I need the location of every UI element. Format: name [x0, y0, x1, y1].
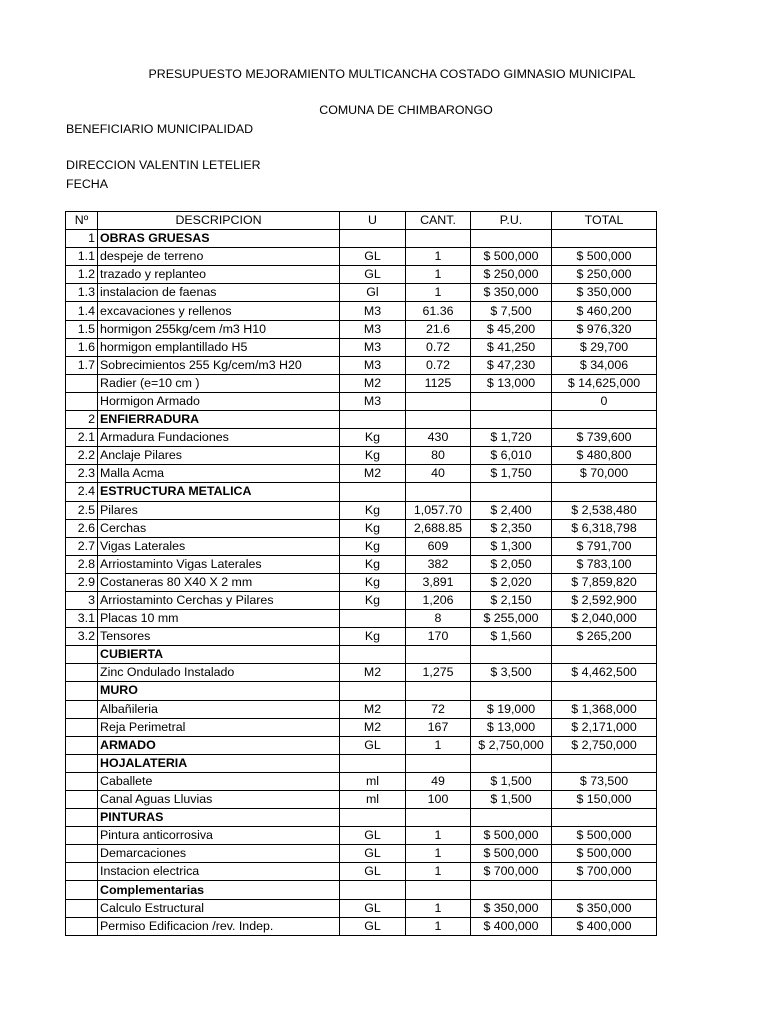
header-cell-cantidad: CANT. [406, 212, 471, 230]
cell-description: OBRAS GRUESAS [98, 230, 340, 248]
cell-unit: Kg [340, 555, 406, 573]
cell-number: 2.1 [66, 429, 98, 447]
cell-quantity: 61.36 [406, 302, 471, 320]
cell-total: $ 250,000 [552, 266, 657, 284]
direccion-line: DIRECCION VALENTIN LETELIER [66, 158, 261, 172]
cell-description: Hormigon Armado [98, 392, 340, 410]
cell-unit-price: $ 13,000 [471, 718, 552, 736]
cell-quantity: 1 [406, 917, 471, 935]
cell-quantity [406, 230, 471, 248]
table-row [66, 754, 657, 772]
cell-number [66, 754, 98, 772]
cell-unit-price: $ 7,500 [471, 302, 552, 320]
cell-quantity [406, 483, 471, 501]
cell-unit-price: $ 2,350 [471, 519, 552, 537]
cell-total [552, 230, 657, 248]
cell-description: hormigon emplantillado H5 [98, 338, 340, 356]
table-row [66, 555, 657, 573]
cell-unit-price: $ 13,000 [471, 374, 552, 392]
cell-quantity: 609 [406, 537, 471, 555]
cell-total: $ 500,000 [552, 248, 657, 266]
cell-description: Vigas Laterales [98, 537, 340, 555]
cell-unit-price: $ 3,500 [471, 664, 552, 682]
fecha-line: FECHA [66, 177, 108, 191]
cell-unit: GL [340, 248, 406, 266]
cell-number: 2.6 [66, 519, 98, 537]
cell-number [66, 682, 98, 700]
table-row [66, 230, 657, 248]
cell-number: 3 [66, 591, 98, 609]
cell-total: $ 1,368,000 [552, 700, 657, 718]
cell-quantity: 1125 [406, 374, 471, 392]
table-row [66, 682, 657, 700]
cell-unit: M3 [340, 392, 406, 410]
cell-total: $ 265,200 [552, 628, 657, 646]
cell-unit-price: $ 1,500 [471, 791, 552, 809]
cell-unit-price: $ 2,020 [471, 573, 552, 591]
cell-unit-price [471, 392, 552, 410]
cell-total: $ 4,462,500 [552, 664, 657, 682]
cell-description: Canal Aguas Lluvias [98, 791, 340, 809]
cell-unit-price [471, 682, 552, 700]
table-row [66, 356, 657, 374]
cell-number [66, 392, 98, 410]
cell-quantity: 80 [406, 447, 471, 465]
table-row [66, 664, 657, 682]
cell-description: ARMADO [98, 736, 340, 754]
cell-unit: M3 [340, 302, 406, 320]
cell-number: 1.2 [66, 266, 98, 284]
cell-quantity: 1 [406, 284, 471, 302]
header-cell-precio-unitario: P.U. [471, 212, 552, 230]
cell-number [66, 827, 98, 845]
cell-number: 2.7 [66, 537, 98, 555]
cell-total: $ 480,800 [552, 447, 657, 465]
table-row [66, 284, 657, 302]
cell-unit-price: $ 1,560 [471, 628, 552, 646]
header-cell-unit: U [340, 212, 406, 230]
cell-number [66, 646, 98, 664]
cell-unit: Kg [340, 447, 406, 465]
cell-unit: ml [340, 772, 406, 790]
cell-total: 0 [552, 392, 657, 410]
cell-quantity: 1,057.70 [406, 501, 471, 519]
cell-unit-price: $ 2,050 [471, 555, 552, 573]
cell-unit: Kg [340, 628, 406, 646]
table-row [66, 537, 657, 555]
cell-number: 2.5 [66, 501, 98, 519]
cell-unit-price: $ 6,010 [471, 447, 552, 465]
table-row [66, 266, 657, 284]
cell-unit: Kg [340, 537, 406, 555]
cell-unit-price: $ 350,000 [471, 899, 552, 917]
cell-quantity: 40 [406, 465, 471, 483]
table-row [66, 447, 657, 465]
cell-quantity: 1 [406, 899, 471, 917]
table-row [66, 465, 657, 483]
cell-quantity: 170 [406, 628, 471, 646]
cell-number: 1.7 [66, 356, 98, 374]
cell-number [66, 772, 98, 790]
cell-unit: M2 [340, 465, 406, 483]
table-row [66, 338, 657, 356]
cell-quantity: 1 [406, 736, 471, 754]
cell-number: 2.4 [66, 483, 98, 501]
cell-quantity [406, 754, 471, 772]
cell-description: excavaciones y rellenos [98, 302, 340, 320]
cell-quantity: 0.72 [406, 338, 471, 356]
cell-unit [340, 881, 406, 899]
cell-quantity: 167 [406, 718, 471, 736]
cell-description: Complementarias [98, 881, 340, 899]
table-row [66, 501, 657, 519]
cell-unit: Kg [340, 519, 406, 537]
cell-number [66, 863, 98, 881]
cell-unit: Kg [340, 591, 406, 609]
cell-unit-price: $ 1,300 [471, 537, 552, 555]
cell-description: instalacion de faenas [98, 284, 340, 302]
cell-unit [340, 809, 406, 827]
cell-total: $ 500,000 [552, 827, 657, 845]
cell-description: Arriostaminto Cerchas y Pilares [98, 591, 340, 609]
beneficiario-line: BENEFICIARIO MUNICIPALIDAD [66, 122, 254, 136]
cell-total: $ 2,040,000 [552, 610, 657, 628]
cell-unit [340, 411, 406, 429]
cell-total [552, 754, 657, 772]
cell-number: 1.5 [66, 320, 98, 338]
cell-total: $ 7,859,820 [552, 573, 657, 591]
cell-number [66, 845, 98, 863]
cell-description: Cerchas [98, 519, 340, 537]
cell-description: Reja Perimetral [98, 718, 340, 736]
table-row [66, 248, 657, 266]
cell-unit: GL [340, 736, 406, 754]
cell-total: $ 2,592,900 [552, 591, 657, 609]
cell-unit-price: $ 19,000 [471, 700, 552, 718]
cell-unit-price: $ 41,250 [471, 338, 552, 356]
cell-description: Radier (e=10 cm ) [98, 374, 340, 392]
cell-number [66, 664, 98, 682]
cell-quantity: 430 [406, 429, 471, 447]
cell-unit-price: $ 255,000 [471, 610, 552, 628]
cell-unit: GL [340, 827, 406, 845]
cell-description: Anclaje Pilares [98, 447, 340, 465]
cell-description: Instacion electrica [98, 863, 340, 881]
cell-total: $ 34,006 [552, 356, 657, 374]
cell-total: $ 700,000 [552, 863, 657, 881]
cell-unit-price: $ 400,000 [471, 917, 552, 935]
cell-description: Tensores [98, 628, 340, 646]
cell-unit-price [471, 411, 552, 429]
cell-number [66, 809, 98, 827]
cell-unit-price [471, 483, 552, 501]
cell-unit-price: $ 2,150 [471, 591, 552, 609]
cell-description: Caballete [98, 772, 340, 790]
cell-number: 2.8 [66, 555, 98, 573]
table-row [66, 827, 657, 845]
cell-number [66, 374, 98, 392]
table-row [66, 302, 657, 320]
table-row [66, 411, 657, 429]
cell-total [552, 411, 657, 429]
table-row [66, 483, 657, 501]
cell-total: $ 29,700 [552, 338, 657, 356]
cell-total: $ 14,625,000 [552, 374, 657, 392]
cell-unit-price: $ 1,720 [471, 429, 552, 447]
cell-quantity: 382 [406, 555, 471, 573]
document-title: PRESUPUESTO MEJORAMIENTO MULTICANCHA COSTADO GIMNASIO MUNICIPAL [148, 67, 636, 81]
table-row [66, 591, 657, 609]
cell-total: $ 2,750,000 [552, 736, 657, 754]
cell-unit: GL [340, 917, 406, 935]
cell-description: hormigon 255kg/cem /m3 H10 [98, 320, 340, 338]
document-subtitle: COMUNA DE CHIMBARONGO [319, 103, 493, 117]
cell-description: Costaneras 80 X40 X 2 mm [98, 573, 340, 591]
cell-number: 3.2 [66, 628, 98, 646]
cell-quantity [406, 392, 471, 410]
cell-total: $ 6,318,798 [552, 519, 657, 537]
cell-total: $ 460,200 [552, 302, 657, 320]
cell-unit [340, 682, 406, 700]
cell-number [66, 881, 98, 899]
cell-unit-price [471, 646, 552, 664]
cell-total: $ 73,500 [552, 772, 657, 790]
cell-quantity: 1 [406, 248, 471, 266]
cell-description: MURO [98, 682, 340, 700]
cell-quantity: 72 [406, 700, 471, 718]
cell-unit: GL [340, 899, 406, 917]
table-row [66, 845, 657, 863]
cell-total: $ 739,600 [552, 429, 657, 447]
table-row [66, 718, 657, 736]
cell-unit-price: $ 47,230 [471, 356, 552, 374]
cell-unit [340, 230, 406, 248]
cell-total [552, 483, 657, 501]
cell-total [552, 682, 657, 700]
header-cell-total: TOTAL [552, 212, 657, 230]
cell-description: ENFIERRADURA [98, 411, 340, 429]
cell-number: 1.4 [66, 302, 98, 320]
table-row [66, 628, 657, 646]
cell-unit-price: $ 500,000 [471, 827, 552, 845]
cell-total: $ 500,000 [552, 845, 657, 863]
cell-quantity: 0.72 [406, 356, 471, 374]
cell-unit: M2 [340, 700, 406, 718]
cell-quantity [406, 646, 471, 664]
cell-unit: GL [340, 863, 406, 881]
cell-quantity: 1 [406, 845, 471, 863]
cell-quantity [406, 881, 471, 899]
cell-number: 2.3 [66, 465, 98, 483]
cell-unit-price: $ 2,400 [471, 501, 552, 519]
cell-description: Armadura Fundaciones [98, 429, 340, 447]
cell-unit-price: $ 250,000 [471, 266, 552, 284]
cell-total: $ 350,000 [552, 284, 657, 302]
table-row [66, 374, 657, 392]
cell-description: CUBIERTA [98, 646, 340, 664]
cell-unit: ml [340, 791, 406, 809]
cell-quantity: 3,891 [406, 573, 471, 591]
cell-description: Pilares [98, 501, 340, 519]
cell-unit-price [471, 809, 552, 827]
cell-total [552, 646, 657, 664]
cell-description: Sobrecimientos 255 Kg/cem/m3 H20 [98, 356, 340, 374]
cell-unit: M3 [340, 320, 406, 338]
cell-unit-price: $ 2,750,000 [471, 736, 552, 754]
cell-description: Malla Acma [98, 465, 340, 483]
table-row [66, 610, 657, 628]
cell-description: Zinc Ondulado Instalado [98, 664, 340, 682]
cell-unit: Kg [340, 573, 406, 591]
cell-unit: M2 [340, 374, 406, 392]
cell-total [552, 881, 657, 899]
cell-unit [340, 646, 406, 664]
cell-total: $ 791,700 [552, 537, 657, 555]
cell-number: 1 [66, 230, 98, 248]
cell-description: Calculo Estructural [98, 899, 340, 917]
cell-unit [340, 754, 406, 772]
cell-quantity: 49 [406, 772, 471, 790]
cell-total: $ 976,320 [552, 320, 657, 338]
cell-quantity: 1 [406, 863, 471, 881]
cell-description: Placas 10 mm [98, 610, 340, 628]
cell-description: Demarcaciones [98, 845, 340, 863]
table-row [66, 519, 657, 537]
cell-description: PINTURAS [98, 809, 340, 827]
cell-description: Albañileria [98, 700, 340, 718]
cell-unit-price [471, 754, 552, 772]
cell-quantity [406, 809, 471, 827]
cell-total [552, 809, 657, 827]
cell-quantity: 1,275 [406, 664, 471, 682]
cell-unit: M3 [340, 356, 406, 374]
cell-unit: Gl [340, 284, 406, 302]
cell-unit-price: $ 500,000 [471, 248, 552, 266]
table-row [66, 429, 657, 447]
cell-description: Pintura anticorrosiva [98, 827, 340, 845]
cell-quantity [406, 682, 471, 700]
cell-description: Arriostaminto Vigas Laterales [98, 555, 340, 573]
cell-number: 3.1 [66, 610, 98, 628]
cell-total: $ 150,000 [552, 791, 657, 809]
table-row [66, 917, 657, 935]
cell-number [66, 899, 98, 917]
table-row [66, 320, 657, 338]
cell-number: 2.2 [66, 447, 98, 465]
cell-number [66, 718, 98, 736]
cell-unit: GL [340, 845, 406, 863]
cell-number [66, 736, 98, 754]
cell-number [66, 791, 98, 809]
table-row [66, 863, 657, 881]
cell-number [66, 917, 98, 935]
cell-quantity: 1,206 [406, 591, 471, 609]
cell-total: $ 2,538,480 [552, 501, 657, 519]
table-row [66, 700, 657, 718]
header-cell-n: Nº [66, 212, 98, 230]
cell-description: despeje de terreno [98, 248, 340, 266]
table-row [66, 392, 657, 410]
cell-unit-price: $ 1,750 [471, 465, 552, 483]
cell-unit: Kg [340, 429, 406, 447]
cell-unit-price: $ 45,200 [471, 320, 552, 338]
cell-unit-price: $ 350,000 [471, 284, 552, 302]
cell-unit-price: $ 700,000 [471, 863, 552, 881]
cell-description: Permiso Edificacion /rev. Indep. [98, 917, 340, 935]
cell-unit-price [471, 230, 552, 248]
cell-total: $ 350,000 [552, 899, 657, 917]
cell-number: 2.9 [66, 573, 98, 591]
cell-description: trazado y replanteo [98, 266, 340, 284]
cell-unit-price: $ 1,500 [471, 772, 552, 790]
cell-total: $ 783,100 [552, 555, 657, 573]
table-header-row [66, 212, 657, 230]
cell-unit: GL [340, 266, 406, 284]
cell-number: 1.6 [66, 338, 98, 356]
cell-total: $ 400,000 [552, 917, 657, 935]
cell-number: 1.1 [66, 248, 98, 266]
cell-number: 1.3 [66, 284, 98, 302]
cell-unit-price [471, 881, 552, 899]
cell-description: HOJALATERIA [98, 754, 340, 772]
cell-number [66, 700, 98, 718]
cell-quantity: 100 [406, 791, 471, 809]
cell-quantity [406, 411, 471, 429]
cell-unit [340, 610, 406, 628]
table-row [66, 772, 657, 790]
cell-total: $ 70,000 [552, 465, 657, 483]
cell-quantity: 1 [406, 827, 471, 845]
budget-table [65, 211, 657, 936]
table-row [66, 881, 657, 899]
table-row [66, 736, 657, 754]
cell-number: 2 [66, 411, 98, 429]
cell-unit: M3 [340, 338, 406, 356]
cell-description: ESTRUCTURA METALICA [98, 483, 340, 501]
cell-unit: M2 [340, 664, 406, 682]
cell-quantity: 21.6 [406, 320, 471, 338]
cell-unit-price: $ 500,000 [471, 845, 552, 863]
cell-unit [340, 483, 406, 501]
table-row [66, 646, 657, 664]
cell-quantity: 1 [406, 266, 471, 284]
cell-unit: Kg [340, 501, 406, 519]
table-row [66, 573, 657, 591]
table-row [66, 809, 657, 827]
table-row [66, 899, 657, 917]
table-row [66, 791, 657, 809]
budget-table-body [66, 230, 657, 936]
cell-total: $ 2,171,000 [552, 718, 657, 736]
cell-quantity: 8 [406, 610, 471, 628]
header-cell-descripcion: DESCRIPCION [98, 212, 340, 230]
cell-quantity: 2,688.85 [406, 519, 471, 537]
cell-unit: M2 [340, 718, 406, 736]
